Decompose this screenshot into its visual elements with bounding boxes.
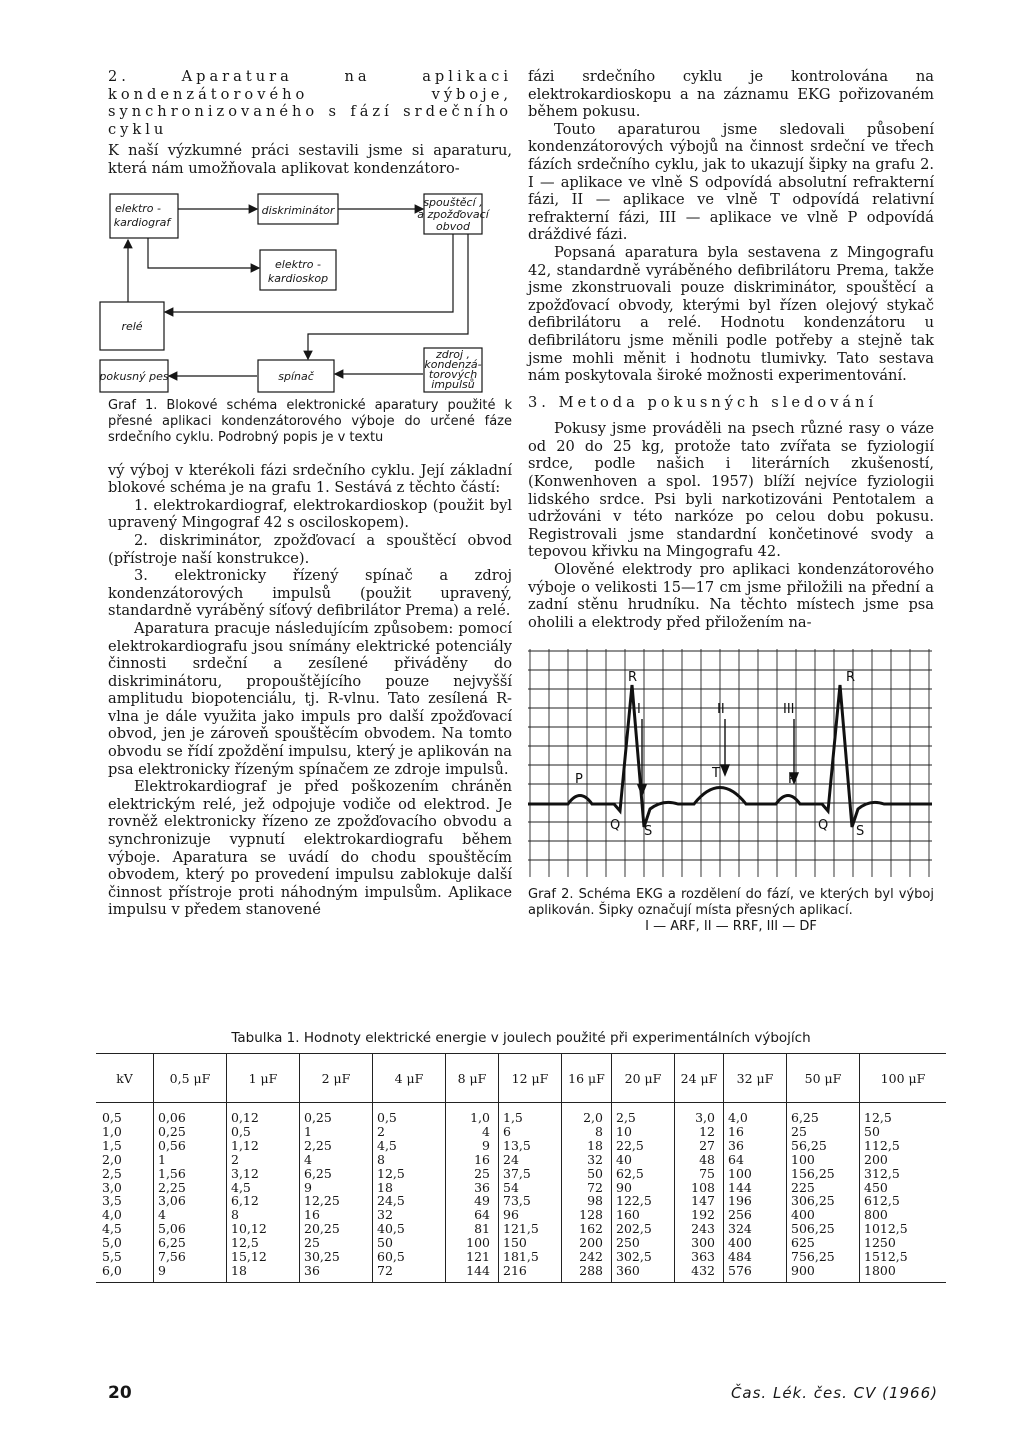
label-ekg-2: kardiograf — [113, 215, 171, 229]
label-switch: spínač — [278, 369, 314, 383]
header-kv: kV — [96, 1054, 154, 1103]
label-source-2: kondenzá- — [424, 357, 482, 371]
column-20uf: 2,5 10 22,5 40 62,5 90 122,5 160 202,5 250 302,5 360 — [612, 1103, 675, 1283]
header-4uf: 4 μF — [373, 1054, 446, 1103]
label-discriminator: diskriminátor — [261, 203, 335, 217]
table-header-row — [96, 1054, 946, 1103]
page-number: 20 — [108, 1383, 132, 1403]
label-t: T — [712, 766, 720, 782]
column-4uf: 0,5 2 4,5 8 12,5 18 24,5 32 40,5 50 60,5 72 — [373, 1103, 446, 1283]
ekg-trace — [528, 685, 932, 827]
column-32uf: 4,0 16 36 64 100 144 196 256 324 400 484 576 — [724, 1103, 787, 1283]
table-body-row — [96, 1103, 946, 1283]
label-p1: P — [575, 772, 583, 788]
column-12uf: 1,5 6 13,5 24 37,5 54 73,5 96 121,5 150 181,5 216 — [499, 1103, 562, 1283]
column-100uf: 12,5 50 112,5 200 312,5 450 612,5 800 1012,5 1250 1512,5 1800 — [860, 1103, 947, 1283]
column-24uf: 3,0 12 27 48 75 108 147 192 243 300 363 432 — [675, 1103, 724, 1283]
label-ekg-1: elektro - — [115, 201, 161, 215]
label-ii: II — [717, 702, 725, 718]
list-item-1: 1. elektrokardiograf, elektrokardioskop (použit byl upravený Mingograf 42 s osciloskopem). — [108, 496, 512, 532]
left-paragraph-3: Elektrokardiograf je před poškozením chráněn elektrickým relé, jež odpojuje vodiče od elektrod. Je rovněž elektronicky řízeno ze zpožďovacího obvodu a synchronizuje vypnutí elektrokardiografu během výboje. Aparatura se uvádí do chodu spouštěcím obvodem, který po provedení impulsu zablokuje další činnost přístroje proti náhodným impulsům. Aplikace impulsu v předem stanovené — [108, 778, 512, 919]
right-paragraph-5: Olověné elektrody pro aplikaci kondenzátorového výboje o velikosti 15—17 cm jsme přiložili na přední a zadní stěnu hrudníku. Na těchto místech jsme psa oholili a elektrody před přiložením na- — [528, 561, 934, 631]
table-title: Tabulka 1. Hodnoty elektrické energie v joulech použité při experimentálních výbojích — [231, 1030, 811, 1046]
column-kv: 0,5 1,0 1,5 2,0 2,5 3,0 3,5 4,0 4,5 5,0 5,5 6,0 — [96, 1103, 154, 1283]
header-32uf: 32 μF — [724, 1054, 787, 1103]
label-q1: Q — [610, 818, 621, 834]
section-3-heading: 3. Metoda pokusných sledování — [528, 393, 878, 411]
label-q2: Q — [818, 818, 829, 834]
label-scope-2: kardioskop — [267, 271, 329, 285]
label-r2: R — [846, 670, 856, 686]
right-paragraph-1: fázi srdečního cyklu je kontrolována na elektrokardioskopu a na záznamu EKG pořizovaném během pokusu. — [528, 68, 934, 121]
label-iii: III — [783, 702, 795, 718]
graf1-caption: Graf 1. Blokové schéma elektronické aparatury použité k přesné aplikaci kondenzátorového výboje do určené fáze srdečního cyklu. Podrobný popis je v textu — [108, 397, 512, 445]
label-s1: S — [644, 824, 653, 840]
header-20uf: 20 μF — [612, 1054, 675, 1103]
right-paragraph-4: Pokusy jsme prováděli na psech různé rasy o váze od 20 do 25 kg, protože tato zvířata se fyziologií srdce, podle našich i literárních zkušeností, (Konwenhoven a spol. 1957) blíží nejvíce fyziologii lidského srdce. Psi byli narkotizováni Pentotalem a udržováni v této narkóze po celou dobu pokusu. Registrovali jsme standardní končetinové svody a tepovou křivku na Mingografu 42. — [528, 420, 934, 561]
column-2uf: 0,25 1 2,25 4 6,25 9 12,25 16 20,25 25 30,25 36 — [300, 1103, 373, 1283]
column-8uf: 1,0 4 9 16 25 36 49 64 81 100 121 144 — [446, 1103, 499, 1283]
block-diagram — [99, 184, 512, 392]
header-2uf: 2 μF — [300, 1054, 373, 1103]
header-16uf: 16 μF — [562, 1054, 612, 1103]
header-12uf: 12 μF — [499, 1054, 562, 1103]
label-source-3: torových — [428, 367, 478, 381]
header-24uf: 24 μF — [675, 1054, 724, 1103]
column-1uf: 0,12 0,5 1,12 2 3,12 4,5 6,12 8 10,12 12,5 15,12 18 — [227, 1103, 300, 1283]
ekg-diagram-svg — [528, 649, 932, 877]
right-paragraph-3: Popsaná aparatura byla sestavena z Mingografu 42, standardně vyráběného defibrilátoru Prema, takže jsme zkonstruovali pouze diskriminátor, spouštěcí a zpožďovací obvody, kterými byl řízen olejový stykač defibrilátoru a relé. Hodnotu kondenzátoru u defibrilátoru jsme měnili podle potřeby a stejně tak jsme mohli měnit i hodnotu tlumivky. Tato sestava nám poskytovala široké možnosti experimentování. — [528, 243, 934, 385]
header-100uf: 100 μF — [860, 1054, 947, 1103]
header-50uf: 50 μF — [787, 1054, 860, 1103]
label-s2: S — [856, 824, 865, 840]
label-trigger-3: obvod — [436, 219, 470, 233]
label-scope-1: elektro - — [275, 257, 321, 271]
label-source-4: impulsů — [431, 377, 475, 391]
block-diagram-svg — [99, 184, 512, 392]
header-1uf: 1 μF — [227, 1054, 300, 1103]
label-i: I — [637, 702, 641, 718]
graf2-caption-1: Graf 2. Schéma EKG a rozdělení do fází, ve kterých byl výboj aplikován. Šipky označují místa přesných aplikací. — [528, 887, 934, 919]
label-trigger-1: spouštěcí , — [423, 195, 483, 209]
list-item-2: 2. diskriminátor, zpožďovací a spouštěcí obvod (přístroje naší konstrukce). — [108, 531, 512, 567]
label-dog: pokusný pes — [99, 369, 169, 383]
label-r1: R — [628, 670, 638, 686]
left-column — [99, 68, 512, 919]
label-trigger-2: a zpožďovací — [417, 207, 489, 221]
left-paragraph-2: Aparatura pracuje následujícím způsobem: pomocí elektrokardiografu jsou snímány elektrické potenciály činnosti srdeční a zesílené přiváděny do diskriminátoru, propouštějícího pouze nejvyšší amplitudu biopotenciálu, tj. R-vlnu. Tato zesílená R-vlna je dále využita jako impuls pro další zpožďovací obvod, jen je zároveň spouštěcím obvodem. Na tomto obvodu se řídí zpoždění impulsu, který je aplikován na psa elektronicky řízeným spínačem ze zdroje impulsů. — [108, 619, 512, 778]
column-50uf: 6,25 25 56,25 100 156,25 225 306,25 400 506,25 625 756,25 900 — [787, 1103, 860, 1283]
ekg-diagram — [528, 649, 934, 877]
section-2-heading: 2. Aparatura na aplikaci kondenzátorového výboje, synchronizovaného s fází srdečního cyklu — [108, 68, 512, 138]
right-column — [528, 68, 934, 935]
label-relay: relé — [121, 319, 143, 333]
header-8uf: 8 μF — [446, 1054, 499, 1103]
arrow-ii-head — [721, 765, 729, 775]
energy-table — [96, 1053, 946, 1283]
label-source-1: zdroj , — [435, 347, 471, 361]
label-p2: P — [788, 772, 796, 788]
intro-paragraph: K naší výzkumné práci sestavili jsme si aparaturu, která nám umožňovala aplikovat kondenzátoro- — [108, 142, 512, 177]
graf2-caption-2: I — ARF, II — RRF, III — DF — [645, 919, 817, 935]
arrow-i-head — [638, 785, 646, 795]
journal-citation: Čas. Lék. čes. CV (1966) — [730, 1384, 938, 1402]
list-item-3: 3. elektronicky řízený spínač a zdroj kondenzátorových impulsů (použit upravený, standardně vyráběný síťový defibrilátor Prema) a relé. — [108, 567, 512, 620]
left-paragraph-1: vý výboj v kterékoli fázi srdečního cyklu. Její základní blokové schéma je na grafu 1. Sestává z těchto částí: — [108, 461, 512, 497]
column-16uf: 2,0 8 18 32 50 72 98 128 162 200 242 288 — [562, 1103, 612, 1283]
header-0-5uf: 0,5 μF — [154, 1054, 227, 1103]
column-0-5uf: 0,06 0,25 0,56 1 1,56 2,25 3,06 4 5,06 6,25 7,56 9 — [154, 1103, 227, 1283]
right-paragraph-2: Touto aparaturou jsme sledovali působení kondenzátorových výbojů na činnost srdeční ve třech fázích srdečního cyklu, jak to ukazují šipky na grafu 2. I — aplikace ve vlně S odpovídá absolutní refrakterní fázi, II — aplikace ve vlně T odpovídá relativní refrakterní fázi, III — aplikace ve vlně P odpovídá dráždivé fázi. — [528, 120, 934, 244]
